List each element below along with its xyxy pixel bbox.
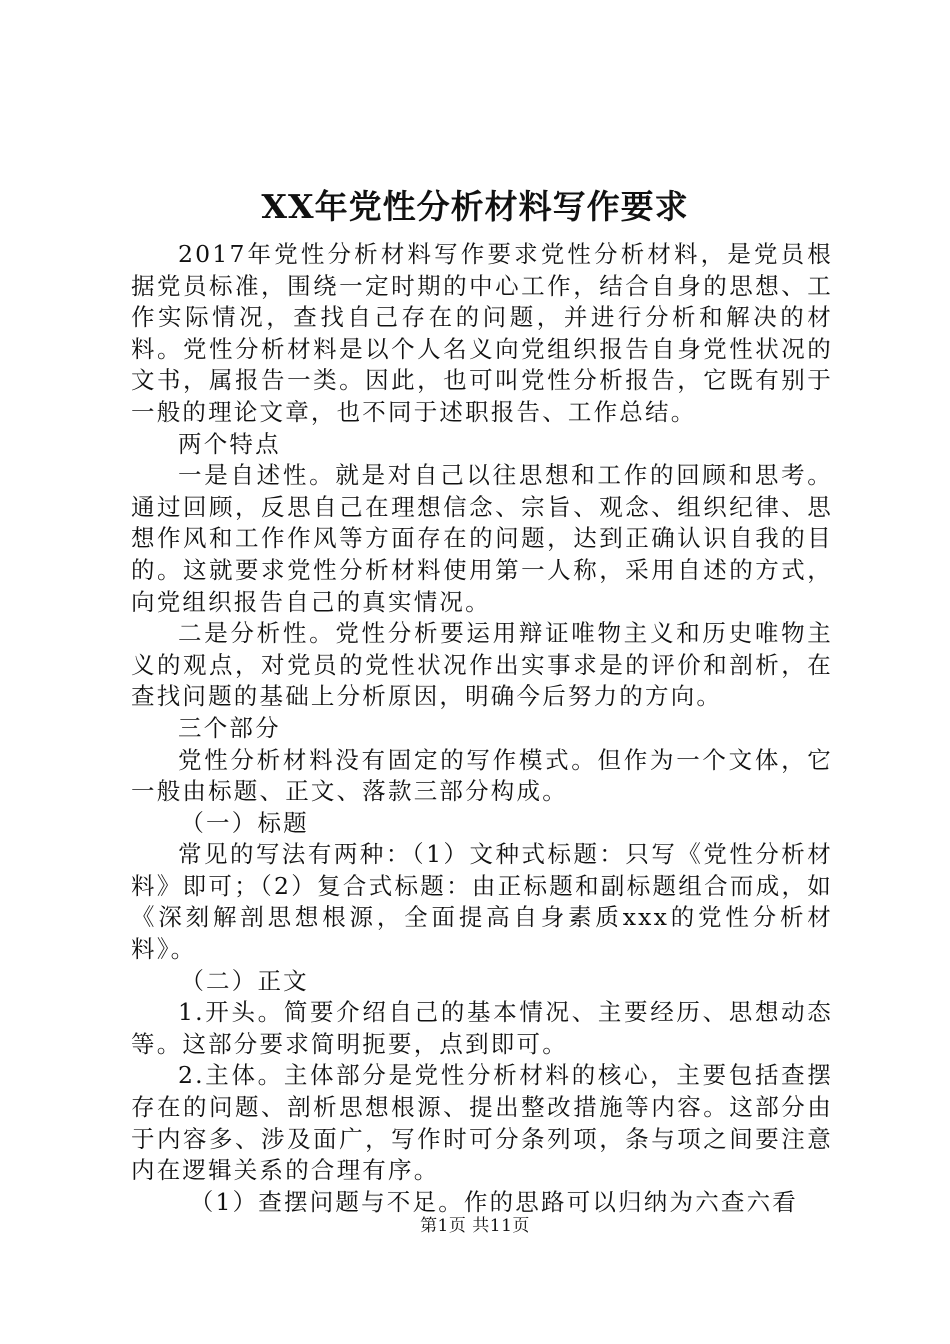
paragraph-opening: 1.开头。简要介绍自己的基本情况、主要经历、思想动态等。这部分要求简明扼要，点到即可。 [131,998,833,1058]
heading-title-section: （一）标题 [180,808,309,837]
paragraph-check-problems: （1）查摆问题与不足。作的思路可以归纳为六查六看 [189,1187,799,1216]
heading-two-features: 两个特点 [178,429,281,458]
paragraph-feature-one: 一是自述性。就是对自己以往思想和工作的回顾和思考。通过回顾，反思自己在理想信念、宗旨、观念、组织纪律、思想作风和工作作风等方面存在的问题，达到正确认识自我的目的。这就要求党性分析材料使用第一人称，采用自述的方式，向党组织报告自己的真实情况。 [131,461,833,616]
paragraph-feature-two: 二是分析性。党性分析要运用辩证唯物主义和历史唯物主义的观点，对党员的党性状况作出实事求是的评价和剖析，在查找问题的基础上分析原因，明确今后努力的方向。 [131,619,833,711]
paragraph-main-body: 2.主体。主体部分是党性分析材料的核心，主要包括查摆存在的问题、剖析思想根源、提出整改措施等内容。这部分由于内容多、涉及面广，写作时可分条列项，条与项之间要注意内在逻辑关系的合理有序。 [131,1061,833,1185]
document-body [131,239,833,1218]
paragraph-title-methods: 常见的写法有两种：（1）文种式标题：只写《党性分析材料》即可；（2）复合式标题：由正标题和副标题组合而成，如《深刻解剖思想根源，全面提高自身素质xxx的党性分析材料》。 [131,840,833,964]
paragraph-intro: 2017年党性分析材料写作要求党性分析材料，是党员根据党员标准，围绕一定时期的中心工作，结合自身的思想、工作实际情况，查找自己存在的问题，并进行分析和解决的材料。党性分析材料是以个人名义向党组织报告自身党性状况的文书，属报告一类。因此，也可叫党性分析报告，它既有别于一般的理论文章，也不同于述职报告、工作总结。 [131,240,833,426]
page-number: 第1页 共11页 [420,1216,530,1236]
heading-three-parts: 三个部分 [178,713,281,742]
paragraph-three-parts: 党性分析材料没有固定的写作模式。但作为一个文体，它一般由标题、正文、落款三部分构成。 [131,745,833,806]
document-title: XX年党性分析材料写作要求 [261,187,689,226]
heading-body-section: （二）正文 [180,966,309,995]
